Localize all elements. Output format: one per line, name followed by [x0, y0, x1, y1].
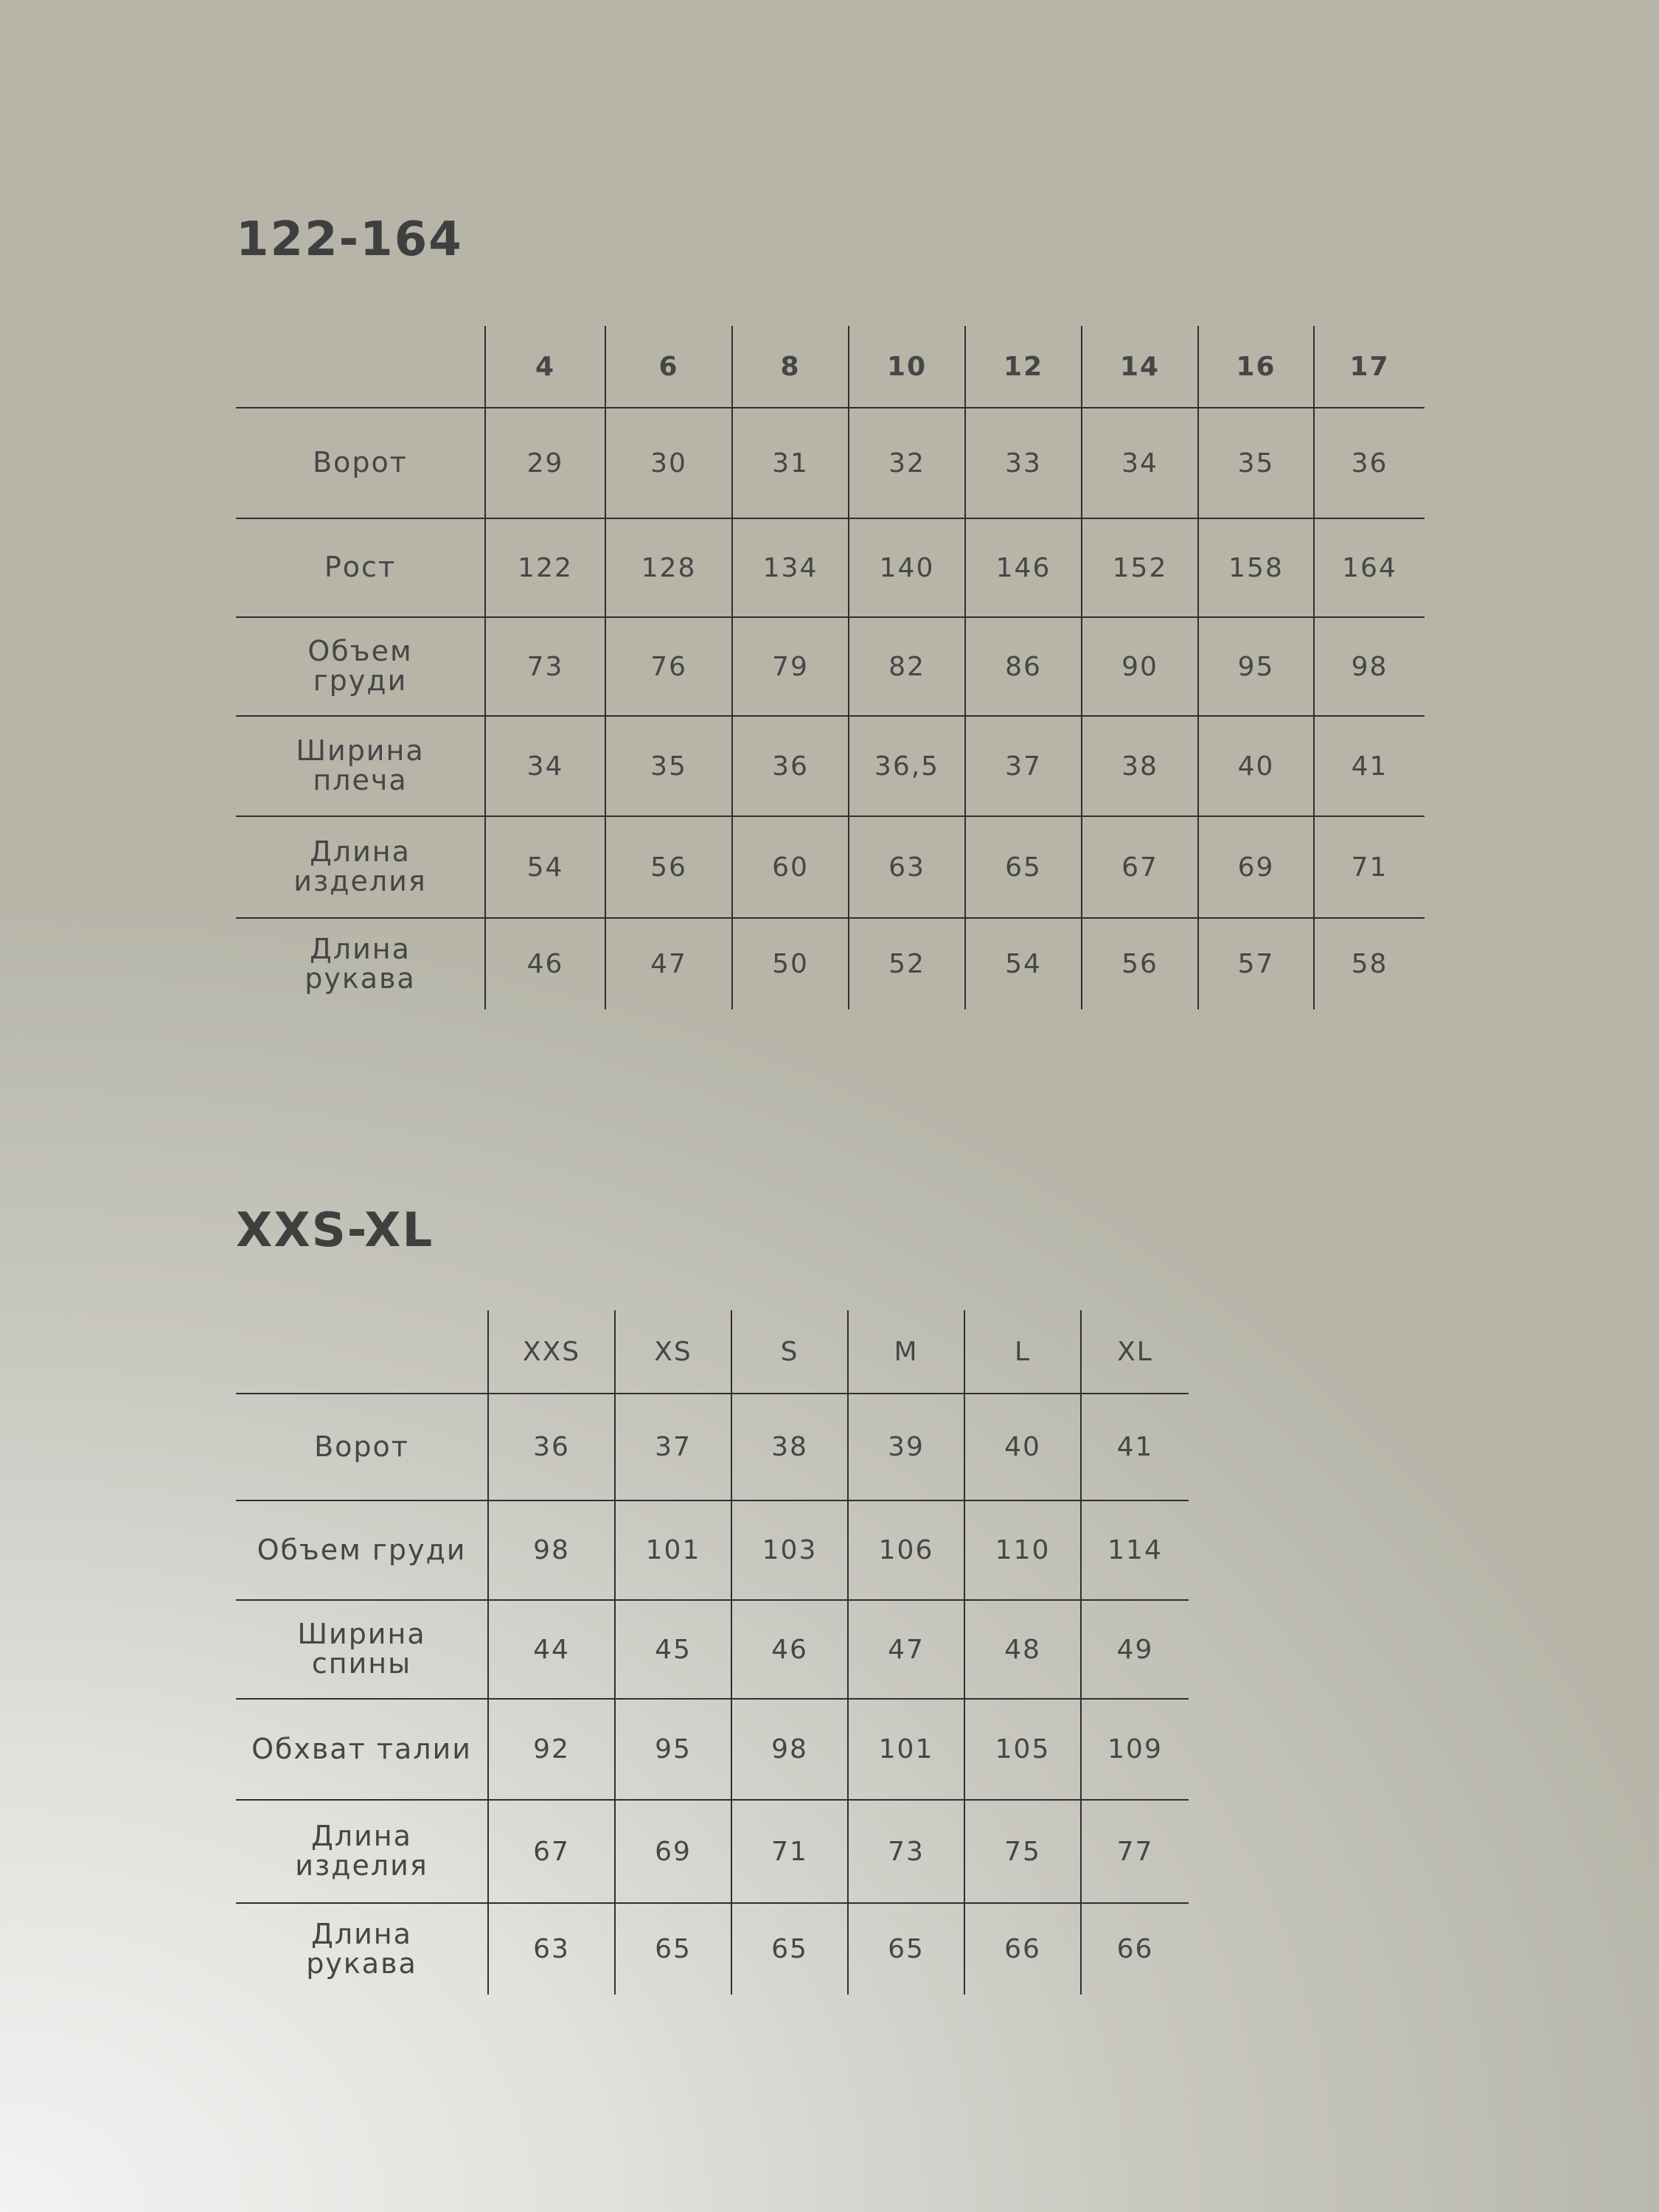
table-cell: 110 [964, 1500, 1081, 1600]
table-cell: 40 [964, 1394, 1081, 1500]
table-cell: 56 [605, 816, 732, 918]
row-label [236, 1394, 488, 1500]
size-header: 14 [1082, 326, 1198, 408]
table-cell: 41 [1314, 716, 1425, 816]
table-cell: 71 [731, 1800, 848, 1903]
table-cell: 36 [732, 716, 849, 816]
table-cell: 65 [731, 1903, 848, 1994]
table-row [236, 1903, 1189, 1994]
table-cell: 48 [964, 1600, 1081, 1699]
table-cell: 47 [848, 1600, 964, 1699]
table-cell: 37 [615, 1394, 731, 1500]
table-cell: 35 [1198, 408, 1314, 518]
row-label [236, 1600, 488, 1699]
table-row [236, 816, 1425, 918]
row-label-text: Длина рукава [306, 1917, 417, 1980]
table-cell: 114 [1081, 1500, 1189, 1600]
table-cell: 57 [1198, 918, 1314, 1009]
table-cell: 122 [485, 518, 605, 617]
size-header: XL [1081, 1310, 1189, 1394]
table-cell: 37 [965, 716, 1082, 816]
table-cell: 90 [1082, 617, 1198, 716]
table-cell: 158 [1198, 518, 1314, 617]
table-row [236, 1394, 1189, 1500]
table-cell: 98 [488, 1500, 615, 1600]
row-label-text: Ширина плеча [296, 734, 425, 796]
table-cell: 146 [965, 518, 1082, 617]
row-label [236, 1500, 488, 1600]
table-cell: 44 [488, 1600, 615, 1699]
table-cell: 77 [1081, 1800, 1189, 1903]
header-row [236, 1310, 1189, 1394]
table-cell: 36 [488, 1394, 615, 1500]
table-cell: 106 [848, 1500, 964, 1600]
row-label [236, 408, 485, 518]
table-cell: 105 [964, 1699, 1081, 1800]
table-cell: 140 [849, 518, 965, 617]
table-cell: 56 [1082, 918, 1198, 1009]
size-header: S [731, 1310, 848, 1394]
size-header: M [848, 1310, 964, 1394]
row-label [236, 1800, 488, 1903]
size-header: 10 [849, 326, 965, 408]
table-cell: 71 [1314, 816, 1425, 918]
table-cell: 54 [485, 816, 605, 918]
table-cell: 36,5 [849, 716, 965, 816]
size-header: 16 [1198, 326, 1314, 408]
row-label [236, 1903, 488, 1994]
table-cell: 63 [488, 1903, 615, 1994]
table-cell: 65 [965, 816, 1082, 918]
table-cell: 86 [965, 617, 1082, 716]
row-label [236, 617, 485, 716]
header-corner [236, 1310, 488, 1394]
table-row [236, 1600, 1189, 1699]
adults-size-title: XXS-XL [236, 1203, 434, 1258]
table-row [236, 918, 1425, 1009]
table-cell: 128 [605, 518, 732, 617]
table-cell: 63 [849, 816, 965, 918]
size-header: 6 [605, 326, 732, 408]
table-cell: 65 [848, 1903, 964, 1994]
row-label [236, 918, 485, 1009]
size-header: 8 [732, 326, 849, 408]
row-label [236, 716, 485, 816]
table-cell: 32 [849, 408, 965, 518]
row-label-text: Ворот [314, 1430, 409, 1463]
table-cell: 76 [605, 617, 732, 716]
table-cell: 38 [731, 1394, 848, 1500]
table-cell: 95 [1198, 617, 1314, 716]
size-header: 4 [485, 326, 605, 408]
table-cell: 73 [848, 1800, 964, 1903]
row-label-text: Ширина спины [297, 1618, 426, 1680]
table-cell: 36 [1314, 408, 1425, 518]
table-cell: 134 [732, 518, 849, 617]
table-cell: 101 [615, 1500, 731, 1600]
table-cell: 67 [488, 1800, 615, 1903]
table-cell: 54 [965, 918, 1082, 1009]
table-cell: 34 [1082, 408, 1198, 518]
header-row [236, 326, 1425, 408]
table-cell: 164 [1314, 518, 1425, 617]
row-label [236, 816, 485, 918]
table-row [236, 617, 1425, 716]
table-cell: 73 [485, 617, 605, 716]
table-row [236, 1800, 1189, 1903]
table-cell: 35 [605, 716, 732, 816]
table-cell: 66 [964, 1903, 1081, 1994]
row-label-text: Объем груди [257, 1533, 467, 1566]
size-header: XXS [488, 1310, 615, 1394]
kids-size-table [236, 326, 1425, 1009]
table-cell: 40 [1198, 716, 1314, 816]
table-cell: 39 [848, 1394, 964, 1500]
table-cell: 45 [615, 1600, 731, 1699]
table-cell: 65 [615, 1903, 731, 1994]
table-cell: 52 [849, 918, 965, 1009]
size-header: L [964, 1310, 1081, 1394]
size-header: 12 [965, 326, 1082, 408]
table-cell: 46 [731, 1600, 848, 1699]
size-header: 17 [1314, 326, 1425, 408]
table-cell: 98 [731, 1699, 848, 1800]
row-label-text: Длина изделия [295, 1820, 428, 1882]
table-cell: 66 [1081, 1903, 1189, 1994]
table-cell: 92 [488, 1699, 615, 1800]
table-cell: 67 [1082, 816, 1198, 918]
row-label [236, 1699, 488, 1800]
adults-size-table [236, 1310, 1189, 1994]
table-cell: 79 [732, 617, 849, 716]
table-cell: 103 [731, 1500, 848, 1600]
table-cell: 34 [485, 716, 605, 816]
row-label-text: Рост [324, 551, 397, 584]
table-cell: 38 [1082, 716, 1198, 816]
table-row [236, 518, 1425, 617]
table-cell: 109 [1081, 1699, 1189, 1800]
size-header: XS [615, 1310, 731, 1394]
kids-size-title: 122-164 [236, 212, 463, 267]
table-cell: 101 [848, 1699, 964, 1800]
table-cell: 29 [485, 408, 605, 518]
row-label [236, 518, 485, 617]
table-cell: 46 [485, 918, 605, 1009]
row-label-text: Длина рукава [305, 932, 416, 995]
row-label-text: Объем груди [307, 635, 413, 697]
table-cell: 98 [1314, 617, 1425, 716]
table-cell: 41 [1081, 1394, 1189, 1500]
table-row [236, 1699, 1189, 1800]
table-cell: 60 [732, 816, 849, 918]
header-corner [236, 326, 485, 408]
table-cell: 69 [1198, 816, 1314, 918]
table-cell: 47 [605, 918, 732, 1009]
table-cell: 30 [605, 408, 732, 518]
table-cell: 58 [1314, 918, 1425, 1009]
table-cell: 152 [1082, 518, 1198, 617]
row-label-text: Длина изделия [293, 835, 427, 897]
table-cell: 49 [1081, 1600, 1189, 1699]
table-row [236, 408, 1425, 518]
table-cell: 95 [615, 1699, 731, 1800]
table-cell: 50 [732, 918, 849, 1009]
table-row [236, 1500, 1189, 1600]
table-cell: 69 [615, 1800, 731, 1903]
table-cell: 75 [964, 1800, 1081, 1903]
table-cell: 31 [732, 408, 849, 518]
table-cell: 33 [965, 408, 1082, 518]
table-cell: 82 [849, 617, 965, 716]
row-label-text: Обхват талии [251, 1732, 472, 1765]
row-label-text: Ворот [313, 446, 408, 479]
table-row [236, 716, 1425, 816]
